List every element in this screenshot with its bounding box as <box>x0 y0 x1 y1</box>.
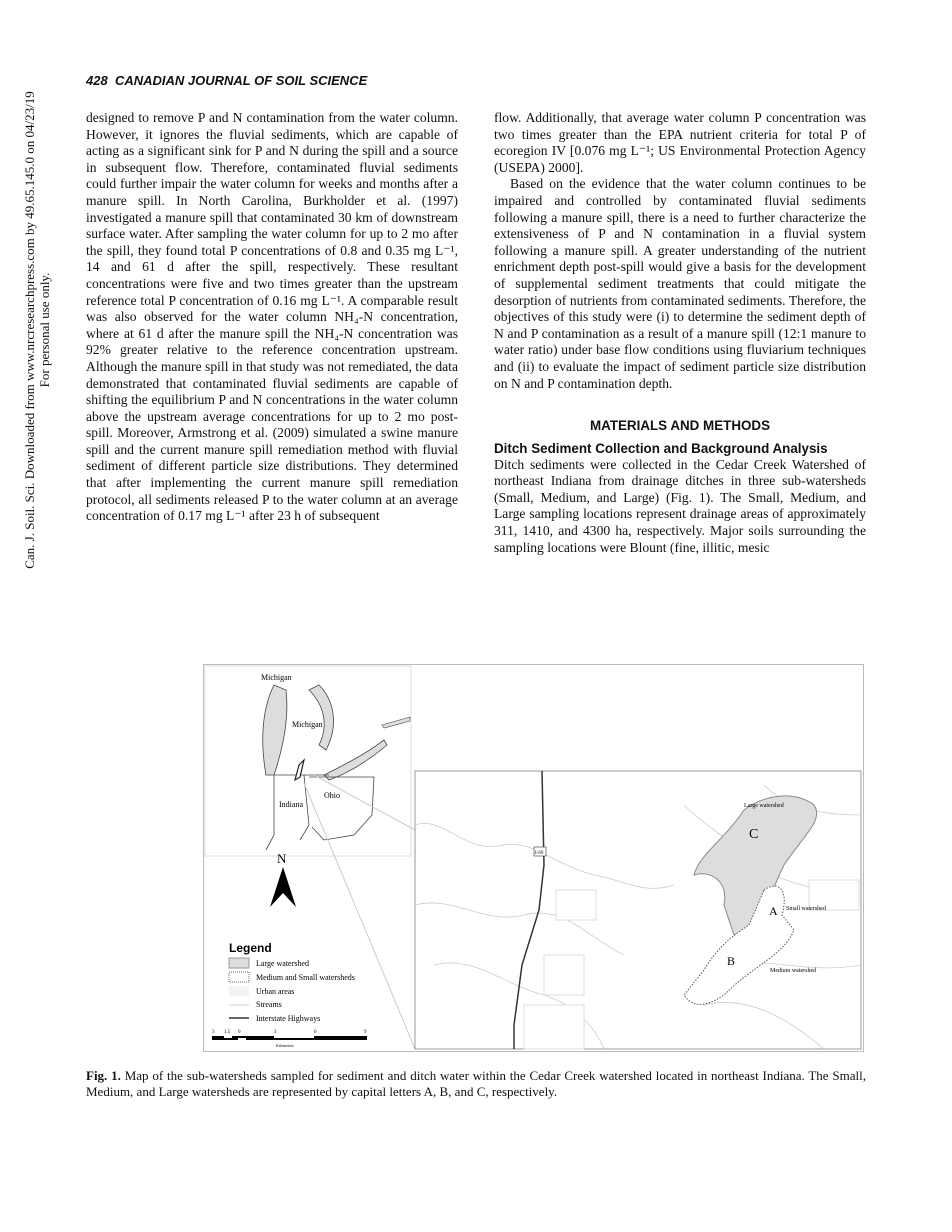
watershed-label-c: C <box>749 827 759 842</box>
caption-label: Fig. 1. <box>86 1068 121 1083</box>
section-heading: MATERIALS AND METHODS <box>589 418 771 434</box>
svg-text:3: 3 <box>212 1030 215 1035</box>
left-column <box>86 110 458 525</box>
svg-text:3: 3 <box>274 1030 277 1035</box>
svg-text:6: 6 <box>314 1030 317 1035</box>
page-number: 428 <box>86 73 108 88</box>
right-column <box>494 110 866 556</box>
paragraph: flow. Additionally, that average water column P concentration was two times greater than the EPA nutrient criteria for total P of ecoregion IV [0.076 mg L⁻¹; US Environmental Protection Agency (USEPA) 2000]. <box>494 110 866 175</box>
running-header <box>86 73 367 88</box>
legend-item: Interstate Highways <box>256 1014 321 1023</box>
subsection-heading: Ditch Sediment Collection and Background Analysis <box>494 440 828 456</box>
scale-bar <box>212 1030 367 1048</box>
paragraph: Based on the evidence that the water column continues to be impaired and controlled by contaminated fluvial sediments following a manure spill, there is a need to further characterize the extensiveness of P and N contamination in a fluvial system following a manure spill. A greater understanding of the nutrient enrichment depth post-spill would give a basis for the development of supplemental sediment treatments that could mitigate the desorption of nutrients from contaminated sediments. Therefore, the objectives of this study were (i) to determine the sediment depth of N and P contamination as a result of a manure spill (12:1 manure to water ratio) under base flow conditions using fluviarium techniques and (ii) to evaluate the impact of sediment particle size distribution on N and P contamination depth. <box>494 176 866 391</box>
small-watershed-label: Small watershed <box>786 906 826 912</box>
inset-label: Ohio <box>324 791 340 800</box>
large-watershed-label: Large watershed <box>744 803 784 809</box>
svg-text:Kilometers: Kilometers <box>276 1043 294 1048</box>
figure-map <box>203 664 864 1052</box>
watershed-label-b: B <box>727 954 736 968</box>
inset-label: Michigan <box>292 720 323 729</box>
legend-item: Medium and Small watersheds <box>256 973 355 982</box>
medium-watershed-label: Medium watershed <box>770 968 817 974</box>
svg-text:9: 9 <box>364 1030 367 1035</box>
detail-map <box>415 771 861 1049</box>
paragraph: designed to remove P and N contamination from the water column. However, it ignores the fluvial sediments, which are capable of acting as a significant sink for P and N during the spill and a source in subsequent flow. Therefore, contaminated fluvial sediments could further impair the water column for weeks and months after a manure spill. In North Carolina, Burkholder et al. (1997) investigated a manure spill that contaminated 30 km of downstream surface water. After sampling the water column for up to 2 mo after the spill, they found total P concentrations of 0.8 and 0.35 mg L⁻¹, 14 and 61 d after the spill, respectively. These resultant concentrations were five and two times greater than the upstream reference total P concentration of 0.16 mg L⁻¹. A comparable result was also observed for the water column NH₄-N concentration, where at 61 d after the manure spill the NH₄-N concentration was 92% greater relative to the reference concentration upstream. Although the manure spill in that study was not remediated, the data demonstrated that contaminated fluvial sediments are capable of shifting the equilibrium P and N concentrations in the water column above the upstream average concentrations for up to 2 mo post-spill. Moreover, Armstrong et al. (2009) simulated a swine manure spill and the current manure spill remediation method with fluvial sediment of different particle size distributions. They determined that after implementing the current manure spill remediation protocol, all sediments released P to the water column at an average concentration of 0.17 mg L⁻¹ after 23 h of subsequent <box>86 110 458 524</box>
highway-shield: I-69 <box>535 851 544 856</box>
inset-label: Indiana <box>279 800 303 809</box>
map-legend <box>229 941 355 1023</box>
legend-item: Streams <box>256 1000 282 1009</box>
legend-item: Large watershed <box>256 959 309 968</box>
download-note <box>0 0 52 1232</box>
legend-item: Urban areas <box>256 987 295 996</box>
north-arrow-icon <box>270 851 296 907</box>
watershed-label-a: A <box>769 904 778 918</box>
legend-title: Legend <box>229 941 272 955</box>
inset-label: Michigan <box>261 673 292 682</box>
download-note-line1: Can. J. Soil. Sci. Downloaded from www.nrcresearchpress.com by 49.65.145.0 on 04/23/19 <box>22 91 37 569</box>
figure-caption <box>86 1068 866 1100</box>
journal-title: CANADIAN JOURNAL OF SOIL SCIENCE <box>114 73 368 88</box>
caption-text: Map of the sub-watersheds sampled for sediment and ditch water within the Cedar Creek watershed located in northeast Indiana. The Small, Medium, and Large watersheds are represented by capital letters A, B, and C, respectively. <box>86 1068 866 1099</box>
download-note-line2: For personal use only. <box>37 272 52 388</box>
svg-text:1.5: 1.5 <box>224 1030 231 1035</box>
svg-text:N: N <box>277 851 287 866</box>
svg-text:0: 0 <box>238 1030 241 1035</box>
paragraph: Ditch sediments were collected in the Cedar Creek Watershed of northeast Indiana from drainage ditches in three sub-watersheds (Small, Medium, and Large) (Fig. 1). The Small, Medium, and Large sampling locations represent drainage areas of approximately 311, 1410, and 4300 ha, respectively. Major soils surrounding the sampling locations were Blount (fine, illitic, mesic <box>494 456 866 555</box>
